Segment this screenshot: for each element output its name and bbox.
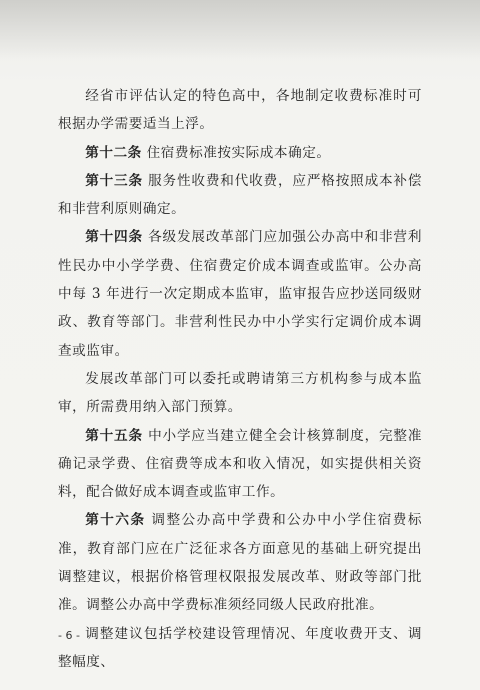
paragraph-5 [58,365,422,422]
document-body [58,82,422,676]
paragraph-article-14 [58,223,422,364]
paragraph-8 [58,620,422,677]
paragraph-text: 中小学应当建立健全会计核算制度，完整准确记录学费、住宿费等成本和收入情况，如实提供相关资料，配合做好成本调查或监审工作。 [58,427,423,501]
article-label: 第十二条 [85,144,142,161]
article-label: 第十六条 [85,512,146,529]
paragraph-text: 调整公办高中学费和公办中小学住宿费标准，教育部门应在广泛征求各方面意见的基础上研究提出调整建议，根据价格管理权限报发展改革、财政等部门批准。调整公办高中学费标准须经同级人民政府批准。 [58,512,423,614]
paragraph-article-12 [58,139,422,167]
paragraph-text: 经省市评估认定的特色高中，各地制定收费标准时可根据办学需要适当上浮。 [58,88,422,133]
page-number: - 6 - [58,629,80,642]
paragraph-article-13 [58,167,422,224]
paragraph-text: 住宿费标准按实际成本确定。 [146,144,331,161]
scan-shadow [0,0,480,60]
paragraph-text: 各级发展改革部门应加强公办高中和非营利性民办中小学学费、住宿费定价成本调查或监审。公办高中每 3 年进行一次定期成本监审，监审报告应抄送同级财政、教育等部门。非营利性民办中小学实行定调价成本调查或监审。 [58,229,423,359]
paragraph-text: 调整建议包括学校建设管理情况、年度收费开支、调整幅度、 [58,625,422,670]
paragraph-article-16 [58,506,422,619]
article-label: 第十三条 [85,172,143,189]
article-label: 第十五条 [85,427,143,444]
paragraph-text: 发展改革部门可以委托或聘请第三方机构参与成本监审，所需费用纳入部门预算。 [58,370,422,416]
article-label: 第十四条 [85,229,143,246]
paragraph-1 [58,82,422,139]
paragraph-article-15 [58,422,422,507]
paragraph-text: 服务性收费和代收费，应严格按照成本补偿和非营利原则确定。 [58,172,423,218]
